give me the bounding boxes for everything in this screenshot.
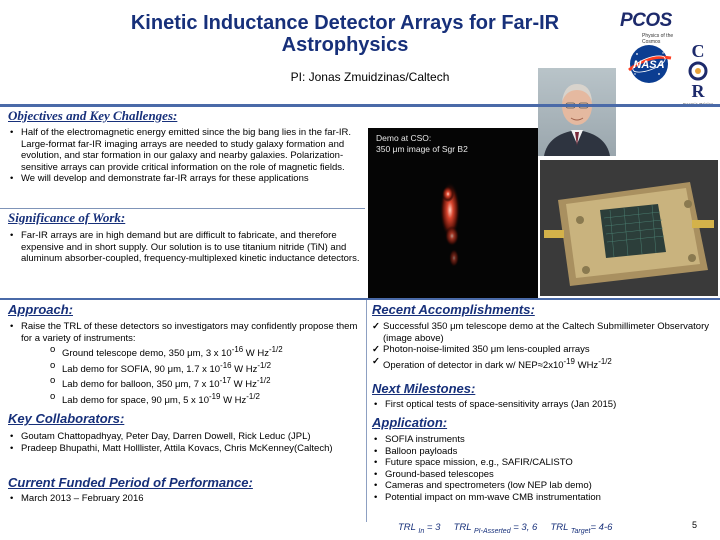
approach-list [10,321,362,407]
list-item: • Balloon payloads [374,446,714,458]
collaborators-heading: Key Collaborators: [8,411,125,426]
demo-caption-line: 350 μm image of Sgr B2 [376,144,468,154]
pcos-logo [620,10,688,45]
significance-heading: Significance of Work: [8,210,126,225]
pcos-logo-text: PCOS [620,10,672,31]
milestones-heading: Next Milestones: [372,381,476,396]
cor-logo [680,40,716,108]
objectives-heading: Objectives and Key Challenges: [8,108,178,123]
significance-list [10,230,362,265]
list-item: • Potential impact on mm-wave CMB instrumentation [374,492,714,504]
approach-heading: Approach: [8,302,73,317]
application-heading: Application: [372,415,448,430]
objectives-list [10,127,362,185]
milestones-list [374,399,714,411]
list-item: • We will develop and demonstrate far-IR arrays for these applications [10,173,362,185]
collaborators-list [10,431,362,454]
list-item: ✓ Operation of detector in dark w/ $NEP\approx 2x10^{-19}$ WHz$^{-1/2}$ [372,356,717,372]
approach-subitem: o Lab demo for space, 90 μm, 5 x $10^{-19}$ W $Hz^{-1/2}$ [50,391,362,407]
demo-caption-line: Demo at CSO: [376,133,432,143]
accomplishments-list [372,321,717,371]
approach-sublist [10,344,362,407]
list-item: • Goutam Chattopadhyay, Peter Day, Darren Dowell, Rick Leduc (JPL) [10,431,362,443]
list-item: • SOFIA instruments [374,434,714,446]
trl-pi-asserted: TRL $_{PI-Asserted}$ = 3, 6 [453,522,538,535]
cor-letter-r: R [691,81,705,101]
objectives-rule [0,104,720,107]
trl-in: TRL $_{In}$ = 3 [398,522,441,535]
list-item: • Ground-based telescopes [374,469,714,481]
list-item: • Future space mission, e.g., SAFIR/CALISTO [374,457,714,469]
nasa-meatball-icon [625,44,673,84]
funded-heading: Current Funded Period of Performance: [8,475,253,490]
list-item: ✓ Photon-noise-limited 350 μm lens-coupled arrays [372,344,717,356]
funded-list [10,493,362,505]
significance-rule [0,208,365,209]
list-item: • Far-IR arrays are in high demand but are difficult to fabricate, and therefore expensive and in short supply. Our solution is to use titanium nitride (TiN) and aluminum absorber-coupled, frequency-multiplexed kinetic inductance detectors. [10,230,362,265]
middle-rule [0,298,720,300]
slide-title: Kinetic Inductance Detector Arrays for Far-IR Astrophysics [130,12,560,56]
list-item: • Half of the electromagnetic energy emitted since the big bang lies in the far-IR. Large-format far-IR imaging arrays are needed to study galaxy formation and evolution, and star formation in our galaxy and nearby galaxies. Polarization-sensitive arrays can provide critical information on the role of magnetic fields. [10,127,362,173]
approach-subitem: o Lab demo for balloon, 350 μm, 7 x $10^{-17}$ W $Hz^{-1/2}$ [50,375,362,391]
cor-letter-c: C [691,41,705,61]
trl-target: TRL $_{Target}$= 4-6 [550,522,613,535]
cor-logo-graphic [680,40,716,108]
approach-subitem: o Lab demo for SOFIA, 90 μm, 1.7 x $10^{-16}$ W $Hz^{-1/2}$ [50,360,362,376]
page-number: 5 [692,520,698,530]
demo-caption [376,133,468,155]
list-item: • March 2013 – February 2016 [10,493,362,505]
detector-array-photo [540,160,718,296]
list-item: • First optical tests of space-sensitivity arrays (Jan 2015) [374,399,714,411]
approach-intro: Raise the TRL of these detectors so investigators may confidently propose them for a variety of instruments: [21,321,358,344]
list-item: • Pradeep Bhupathi, Matt Holllister, Attila Kovacs, Chris McKenney(Caltech) [10,443,362,455]
list-item: • Cameras and spectrometers (low NEP lab demo) [374,480,714,492]
list-item: ✓ Successful 350 μm telescope demo at the Caltech Submillimeter Observatory (image above) [372,321,717,344]
nasa-logo-text: NASA [633,59,665,71]
list-item [10,321,362,407]
column-divider [366,300,367,522]
approach-subitem: o Ground telescope demo, 350 μm, 3 x $10^{-16}$ W $Hz^{-1/2}$ [50,344,362,360]
pi-portrait-photo [538,68,616,156]
accomplishments-heading: Recent Accomplishments: [372,302,535,317]
principal-investigator: PI: Jonas Zmuidzinas/Caltech [290,70,450,84]
application-list [374,434,714,503]
nasa-logo [625,44,673,84]
pcos-logo-subtitle: Physics of the Cosmos [642,33,674,45]
trl-summary [398,522,612,535]
